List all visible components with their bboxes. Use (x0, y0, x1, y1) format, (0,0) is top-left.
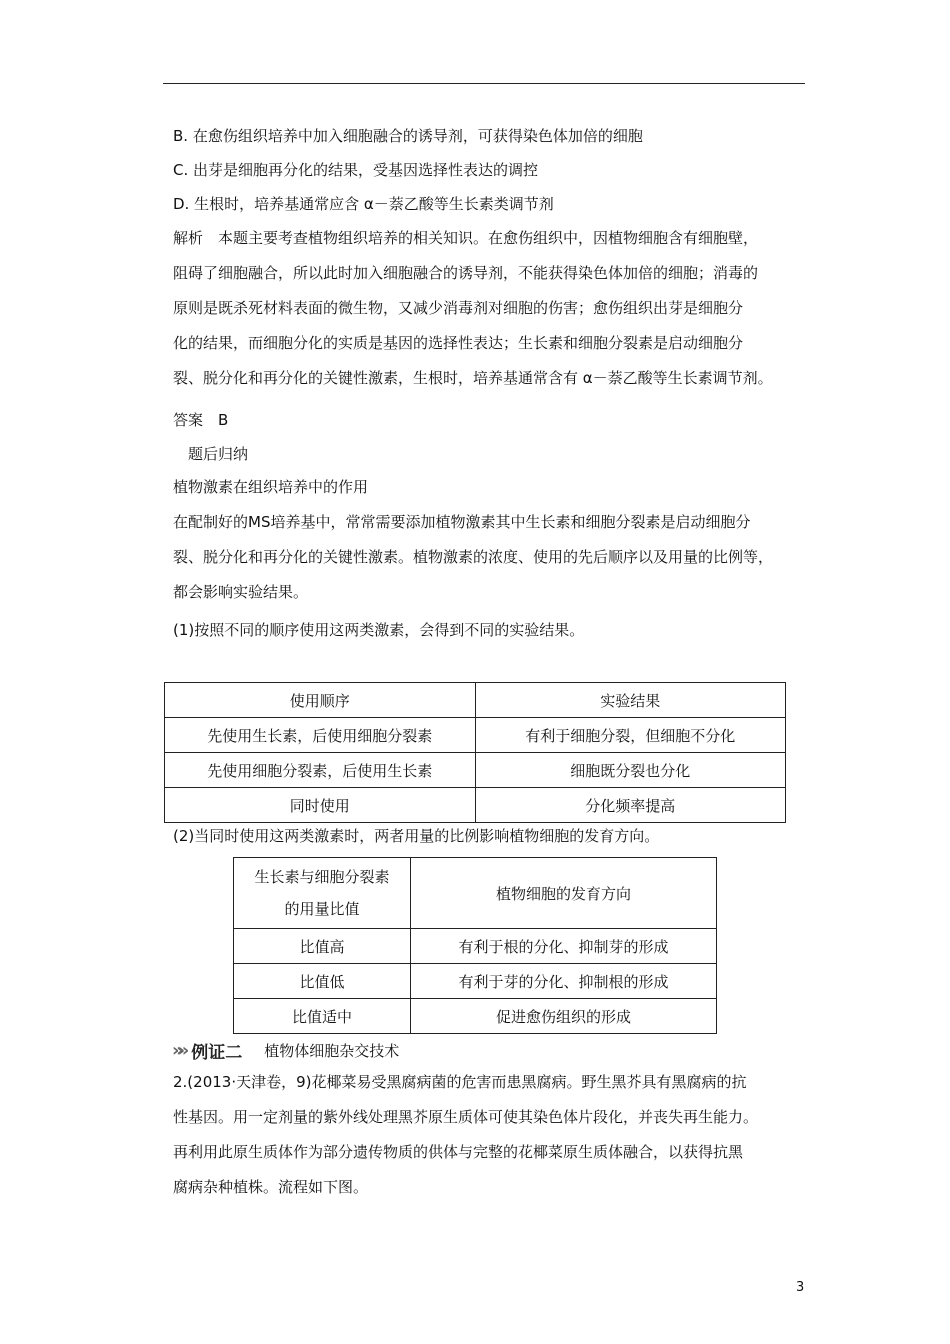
table-cell: 有利于芽的分化、抑制根的形成 (411, 964, 717, 999)
table-row (165, 788, 786, 823)
table-cell: 细胞既分裂也分化 (475, 753, 786, 788)
summary-heading: 题后归纳 (188, 445, 249, 463)
summary-line: 在配制好的MS培养基中，常常需要添加植物激素其中生长素和细胞分裂素是启动细胞分 (173, 513, 751, 531)
example-heading (172, 1038, 399, 1062)
header-line: 生长素与细胞分裂素 (254, 868, 390, 886)
option-d: D. 生根时，培养基通常应含 α－萘乙酸等生长素类调节剂 (173, 195, 554, 213)
table-cell: 有利于细胞分裂，但细胞不分化 (475, 718, 786, 753)
header-line: 的用量比值 (284, 900, 360, 918)
summary-line: 裂、脱分化和再分化的关键性激素。植物激素的浓度、使用的先后顺序以及用量的比例等， (173, 548, 774, 566)
page-number: 3 (796, 1280, 805, 1295)
table-cell: 同时使用 (165, 788, 476, 823)
analysis-line: 原则是既杀死材料表面的微生物，又减少消毒剂对细胞的伤害；愈伤组织出芽是细胞分 (173, 299, 744, 317)
table-row (234, 999, 717, 1034)
question-line: 2.(2013·天津卷，9)花椰菜易受黑腐病菌的危害而患黑腐病。野生黑芥具有黑腐病的抗 (173, 1073, 747, 1091)
summary-title: 植物激素在组织培养中的作用 (173, 478, 369, 496)
option-b: B. 在愈伤组织培养中加入细胞融合的诱导剂，可获得染色体加倍的细胞 (173, 127, 643, 145)
question-line: 再利用此原生质体作为部分遗传物质的供体与完整的花椰菜原生质体融合，以获得抗黑 (173, 1143, 744, 1161)
table-header-cell (234, 858, 411, 929)
table-header-cell: 植物细胞的发育方向 (411, 858, 717, 929)
question-line: 腐病杂种植株。流程如下图。 (173, 1178, 369, 1196)
answer: 答案 B (173, 411, 229, 429)
table-header-row (234, 858, 717, 929)
table-cell: 先使用生长素，后使用细胞分裂素 (165, 718, 476, 753)
table-row (234, 929, 717, 964)
point-2: (2)当同时使用这两类激素时，两者用量的比例影响植物细胞的发育方向。 (173, 827, 660, 845)
table-cell: 促进愈伤组织的形成 (411, 999, 717, 1034)
question-line: 性基因。用一定剂量的紫外线处理黑芥原生质体可使其染色体片段化，并丧失再生能力。 (173, 1108, 759, 1126)
summary-line: 都会影响实验结果。 (173, 583, 309, 601)
analysis-line: 解析 本题主要考查植物组织培养的相关知识。在愈伤组织中，因植物细胞含有细胞壁， (173, 229, 759, 247)
point-1: (1)按照不同的顺序使用这两类激素，会得到不同的实验结果。 (173, 621, 585, 639)
analysis-line: 阻碍了细胞融合，所以此时加入细胞融合的诱导剂，不能获得染色体加倍的细胞；消毒的 (173, 264, 759, 282)
table-cell: 分化频率提高 (475, 788, 786, 823)
header-rule (163, 83, 805, 84)
hormone-order-table (164, 682, 786, 823)
example-label: 例证二 (191, 1042, 243, 1063)
analysis-line: 化的结果，而细胞分化的实质是基因的选择性表达；生长素和细胞分裂素是启动细胞分 (173, 334, 744, 352)
table-row (165, 753, 786, 788)
example-title: 植物体细胞杂交技术 (264, 1041, 400, 1060)
table-header-cell: 使用顺序 (165, 683, 476, 718)
table-cell: 先使用细胞分裂素，后使用生长素 (165, 753, 476, 788)
double-chevron-icon: »» (172, 1039, 184, 1061)
table-row (234, 964, 717, 999)
table-cell: 有利于根的分化、抑制芽的形成 (411, 929, 717, 964)
hormone-ratio-table (233, 857, 717, 1034)
table-row (165, 718, 786, 753)
table-cell: 比值高 (234, 929, 411, 964)
table-header-row (165, 683, 786, 718)
table-cell: 比值适中 (234, 999, 411, 1034)
analysis-line: 裂、脱分化和再分化的关键性激素，生根时，培养基通常含有 α－萘乙酸等生长素调节剂。 (173, 369, 773, 387)
table-header-cell: 实验结果 (475, 683, 786, 718)
table-cell: 比值低 (234, 964, 411, 999)
option-c: C. 出芽是细胞再分化的结果，受基因选择性表达的调控 (173, 161, 539, 179)
